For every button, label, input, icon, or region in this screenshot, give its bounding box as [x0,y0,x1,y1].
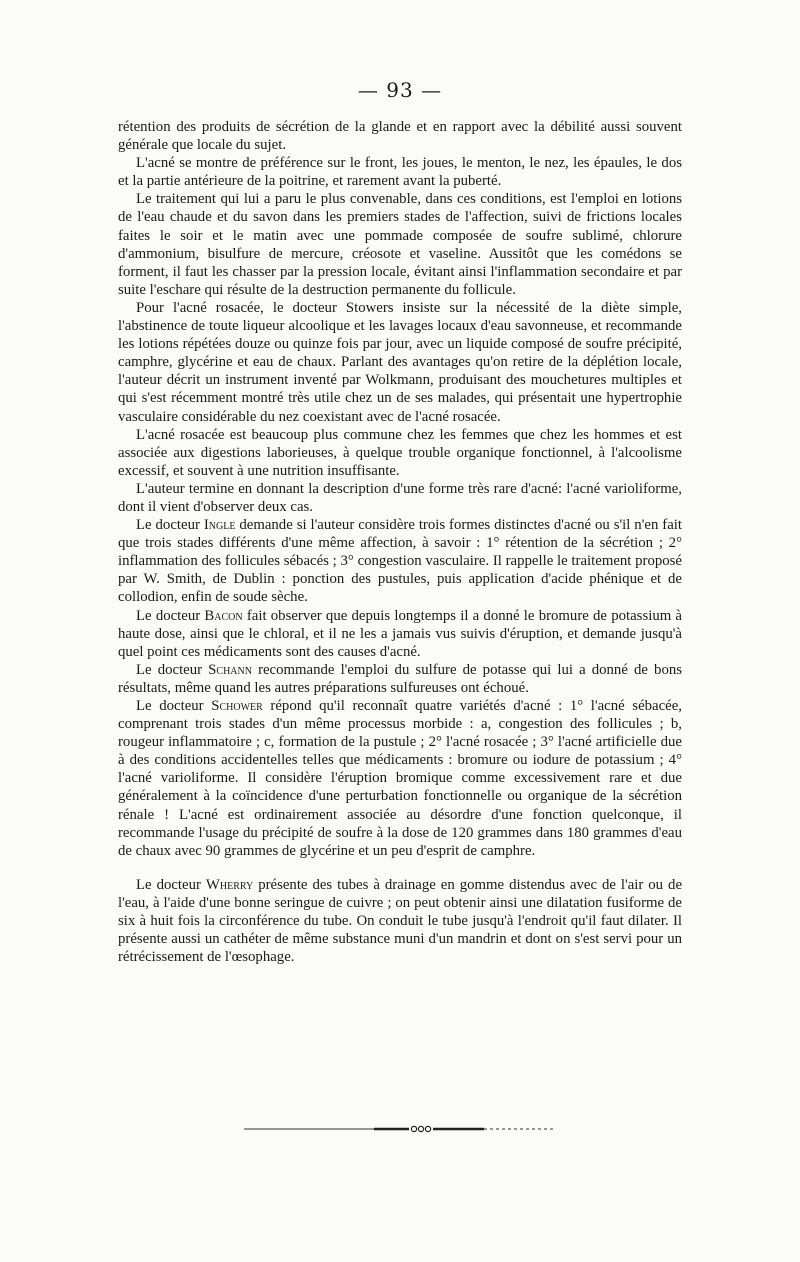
paragraph-lead: Le docteur [136,661,209,678]
ornamental-rule [244,1124,556,1134]
paragraph-11 [118,876,682,966]
paragraph-lead: Le docteur [136,876,206,893]
paragraph-9 [118,661,682,697]
paragraph-text: L'acné rosacée est beaucoup plus commune chez les femmes que chez les hommes et est associée aux digestions laborieuses, à quelque trouble organique fonctionnel, à l'alcoolisme excessif, et souvent à une nutrition insuffisante. [118,426,682,479]
paragraph-text: présente des tubes à drainage en gomme distendus avec de l'air ou de l'eau, à l'aide d'une bonne seringue de cuivre ; on peut obtenir ainsi une dilatation fusiforme de six à huit fois la circonférence du tube. On conduit le tube jusqu'à l'endroit qu'il faut dilater. Il présente aussi un cathéter de même substance muni d'un mandrin et dont on s'est servi pour un rétrécissement de l'œsophage. [118,876,683,966]
speaker-name: Ingle [203,517,236,534]
paragraph-text: fait observer que depuis longtemps il a donné le bromure de potassium à haute dose, ainsi que le chloral, et il ne les a jamais vus suivis d'éruption, et demande jusqu'à quel point ces médicaments sont des causes d'acné. [118,607,683,660]
body-text [118,118,682,966]
paragraph-text: Pour l'acné rosacée, le docteur Stowers insiste sur la nécessité de la diète simple, l'abstinence de toute liqueur alcoolique et les lavages locaux d'eau savonneuse, et recommande les lotions répétées douze ou quinze fois par jour, avec un liquide composé de soufre précipité, camphre, glycérine et eau de chaux. Parlant des avantages qu'on retire de la déplétion locale, l'auteur décrit un instrument inventé par Wolkmann, produisant des mouchetures multiples et qui s'est récemment montré très utile chez un de ses malades, qui présentait une hypertrophie vasculaire considérable du nez coexistant avec de l'acné rosacée. [118,299,682,425]
paragraph-4 [118,299,682,426]
speaker-name: Schann [208,661,252,678]
paragraph-2 [118,154,682,190]
paragraph-text: L'auteur termine en donnant la description d'une forme très rare d'acné: l'acné varioliforme, dont il vient d'observer deux cas. [118,480,682,515]
speaker-name: Schower [211,698,263,714]
paragraph-text: demande si l'auteur considère trois formes distinctes d'acné ou s'il n'en fait que trois stades différents d'une même affection, à savoir : 1° rétention de la sécrétion ; 2° inflammation des follicules sébacés ; 3° congestion vasculaire. Il rappelle le traitement proposé par W. Smith, de Dublin : ponction des pustules, puis application d'acide phénique et de collodion, enfin de soude sèche. [118,517,682,606]
speaker-name: Wherry [205,876,254,893]
paragraph-text: répond qu'il reconnaît quatre variétés d'acné : 1° l'acné sébacée, comprenant trois stades d'un même processus morbide : a, congestion des follicules ; b, rougeur inflammatoire ; c, formation de la pustule ; 2° l'acné rosacée ; 3° l'acné artificielle due à des conditions accidentelles telles que médicaments : bromure ou iodure de potassium ; 4° l'acné varioliforme. Il considère l'éruption bromique comme excessivement rare et due généralement à la coïncidence d'une perturbation fonctionnelle ou organique de la sécrétion rénale ! L'acné est ordinairement associée au désordre d'une fonction quelconque, il recommande l'usage du précipité de soufre à la dose de 120 grammes dans 180 grammes d'eau de chaux avec 90 grammes de glycérine et un peu d'esprit de camphre. [118,698,682,859]
page-number: — 93 — [357,78,443,102]
speaker-name: Bacon [204,607,243,624]
paragraph-text: Le traitement qui lui a paru le plus convenable, dans ces conditions, est l'emploi en lotions de l'eau chaude et du savon dans les premiers stades de l'affection, suivi de frictions locales faites le soir et le matin avec une pommade composée de soufre sublimé, chlorure d'ammonium, bisulfure de mercure, créosote et vaseline. Aussitôt que les comédons se forment, il faut les chasser par la pression locale, évitant ainsi l'inflammation secondaire et par suite l'eschare qui résulte de la destruction permanente du follicule. [118,191,682,298]
paragraph-lead: Le docteur [136,607,205,624]
paragraph-5 [118,426,682,480]
paragraph-lead: Le docteur [136,698,212,714]
paragraph-3 [118,190,682,299]
paragraph-7 [118,516,682,606]
paragraph-1 [118,118,682,154]
paragraph-text: rétention des produits de sécrétion de la glande et en rapport avec la débilité aussi souvent générale que locale du sujet. [118,119,682,154]
paragraph-10 [118,697,682,860]
paragraph-lead: Le docteur [136,517,204,534]
paragraph-text: recommande l'emploi du sulfure de potasse qui lui a donné de bons résultats, même quand les autres préparations sulfureuses ont échoué. [118,661,683,696]
paragraph-8 [118,607,682,661]
paragraph-6 [118,480,682,516]
paragraph-text: L'acné se montre de préférence sur le front, les joues, le menton, le nez, les épaules, le dos et la partie antérieure de la poitrine, et rarement avant la puberté. [118,155,682,190]
